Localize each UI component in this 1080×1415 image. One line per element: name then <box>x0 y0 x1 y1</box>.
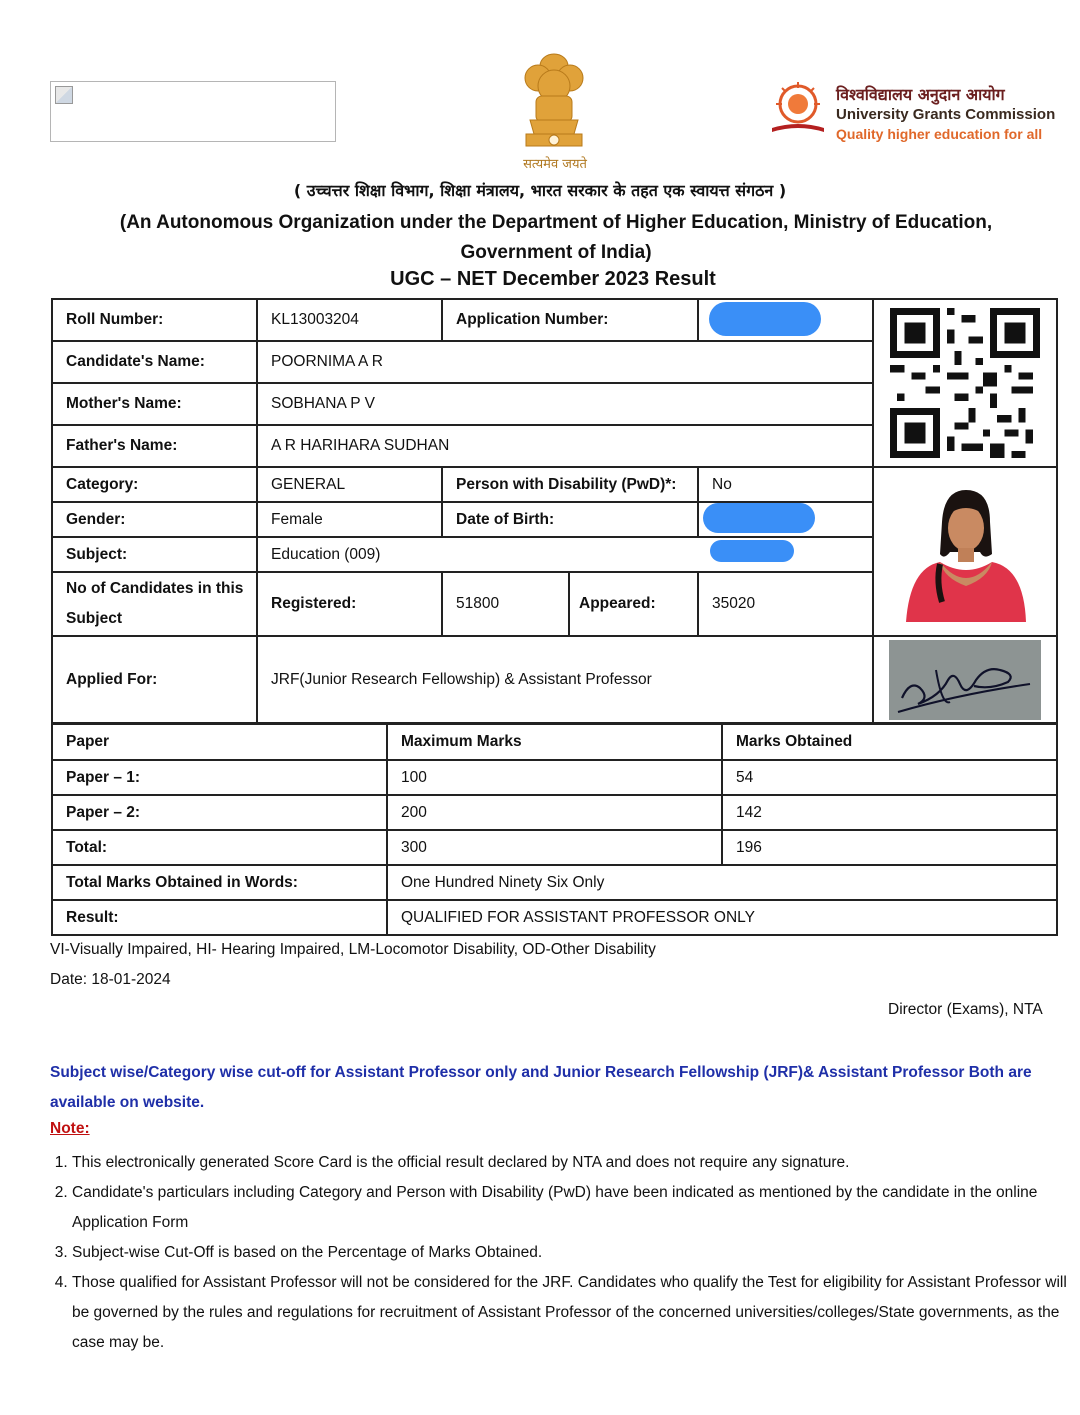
application-number-label: Application Number: <box>442 299 698 341</box>
ugc-tagline: Quality higher education for all <box>836 126 1043 142</box>
candidate-photo <box>900 482 1030 622</box>
signatory: Director (Exams), NTA <box>888 1001 1043 1018</box>
ugc-logo-icon <box>768 80 828 140</box>
appeared-value: 35020 <box>698 572 873 636</box>
column-header-paper: Paper <box>52 724 387 760</box>
list-item: 4. Those qualified for Assistant Professor will not be considered for the JRF. Candidates who qualify the Test for eligibility for Assistant Professor will be governed by the rules and regulations for recruitment of Assistant Professor of the concerned universities/colleges/State governments, as the case may be. <box>72 1268 1080 1358</box>
roll-number-value: KL13003204 <box>257 299 442 341</box>
result-date: Date: 18-01-2024 <box>50 971 171 988</box>
table-row <box>52 830 1057 865</box>
list-item: 2. Candidate's particulars including Category and Person with Disability (PwD) have been indicated as mentioned by the candidate in the online Application Form <box>72 1178 1080 1238</box>
max-marks: 200 <box>387 795 722 830</box>
roll-number-label: Roll Number: <box>52 299 257 341</box>
candidate-photo-cell <box>873 467 1057 636</box>
pwd-value: No <box>698 467 873 502</box>
gender-label: Gender: <box>52 502 257 537</box>
table-row <box>52 795 1057 830</box>
note-heading: Note: <box>50 1120 90 1137</box>
subject-label: Subject: <box>52 537 257 572</box>
obtained-marks: 142 <box>722 795 1057 830</box>
mother-name-value: SOBHANA P V <box>257 383 873 425</box>
registered-value: 51800 <box>442 572 569 636</box>
obtained-marks: 196 <box>722 830 1057 865</box>
max-marks: 100 <box>387 760 722 795</box>
marks-in-words-value: One Hundred Ninety Six Only <box>387 865 1057 900</box>
candidate-signature <box>889 640 1041 720</box>
ugc-name-hindi: विश्वविद्यालय अनुदान आयोग <box>836 85 1005 104</box>
paper-name: Total: <box>52 830 387 865</box>
broken-image-icon <box>55 86 73 104</box>
redaction-mark <box>709 302 821 336</box>
applied-for-value: JRF(Junior Research Fellowship) & Assistant Professor <box>257 636 873 723</box>
obtained-marks: 54 <box>722 760 1057 795</box>
application-number-value <box>698 299 873 341</box>
org-description-english: (An Autonomous Organization under the Department of Higher Education, Ministry of Education, Government of India) <box>119 212 993 263</box>
ugc-name-english: University Grants Commission <box>836 106 1056 123</box>
father-name-label: Father's Name: <box>52 425 257 467</box>
father-name-value: A R HARIHARA SUDHAN <box>257 425 873 467</box>
redaction-mark <box>703 503 815 533</box>
signature-cell <box>873 636 1057 723</box>
result-label: Result: <box>52 900 387 935</box>
list-item: 1. This electronically generated Score Card is the official result declared by NTA and does not require any signature. <box>72 1148 1080 1178</box>
subject-value <box>257 537 873 572</box>
qr-code-cell <box>873 299 1057 467</box>
candidate-details-table <box>51 298 1058 724</box>
applied-for-label: Applied For: <box>52 636 257 723</box>
qr-code-icon <box>890 308 1040 458</box>
registered-label: Registered: <box>257 572 442 636</box>
category-value: GENERAL <box>257 467 442 502</box>
table-row <box>52 760 1057 795</box>
mother-name-label: Mother's Name: <box>52 383 257 425</box>
appeared-label: Appeared: <box>569 572 698 636</box>
gender-value: Female <box>257 502 442 537</box>
column-header-obtained: Marks Obtained <box>722 724 1057 760</box>
emblem-motto: सत्यमेव जयते <box>523 157 587 172</box>
broken-image-placeholder <box>50 81 336 142</box>
column-header-maximum: Maximum Marks <box>387 724 722 760</box>
dob-value <box>698 502 873 537</box>
cutoff-notice: Subject wise/Category wise cut-off for Assistant Professor only and Junior Research Fellowship (JRF)& Assistant Professor Both are available on website. <box>50 1064 1032 1111</box>
redaction-mark <box>710 540 794 562</box>
max-marks: 300 <box>387 830 722 865</box>
page-title: UGC – NET December 2023 Result <box>390 268 716 290</box>
abbreviations-legend: VI-Visually Impaired, HI- Hearing Impaired, LM-Locomotor Disability, OD-Other Disability <box>50 941 656 958</box>
marks-table <box>51 723 1058 936</box>
candidate-name-label: Candidate's Name: <box>52 341 257 383</box>
paper-name: Paper – 1: <box>52 760 387 795</box>
category-label: Category: <box>52 467 257 502</box>
subject-text: Education (009) <box>271 545 381 563</box>
paper-name: Paper – 2: <box>52 795 387 830</box>
candidates-count-label: No of Candidates in this Subject <box>52 572 257 636</box>
org-description-hindi: ( उच्चत्तर शिक्षा विभाग, शिक्षा मंत्रालय, भारत सरकार के तहत एक स्वायत्त संगठन ) <box>293 181 787 200</box>
pwd-label: Person with Disability (PwD)*: <box>442 467 698 502</box>
marks-in-words-label: Total Marks Obtained in Words: <box>52 865 387 900</box>
notes-list <box>38 1148 1080 1358</box>
list-item: 3. Subject-wise Cut-Off is based on the Percentage of Marks Obtained. <box>72 1238 1080 1268</box>
result-value: QUALIFIED FOR ASSISTANT PROFESSOR ONLY <box>387 900 1057 935</box>
candidate-name-value: POORNIMA A R <box>257 341 873 383</box>
dob-label: Date of Birth: <box>442 502 698 537</box>
